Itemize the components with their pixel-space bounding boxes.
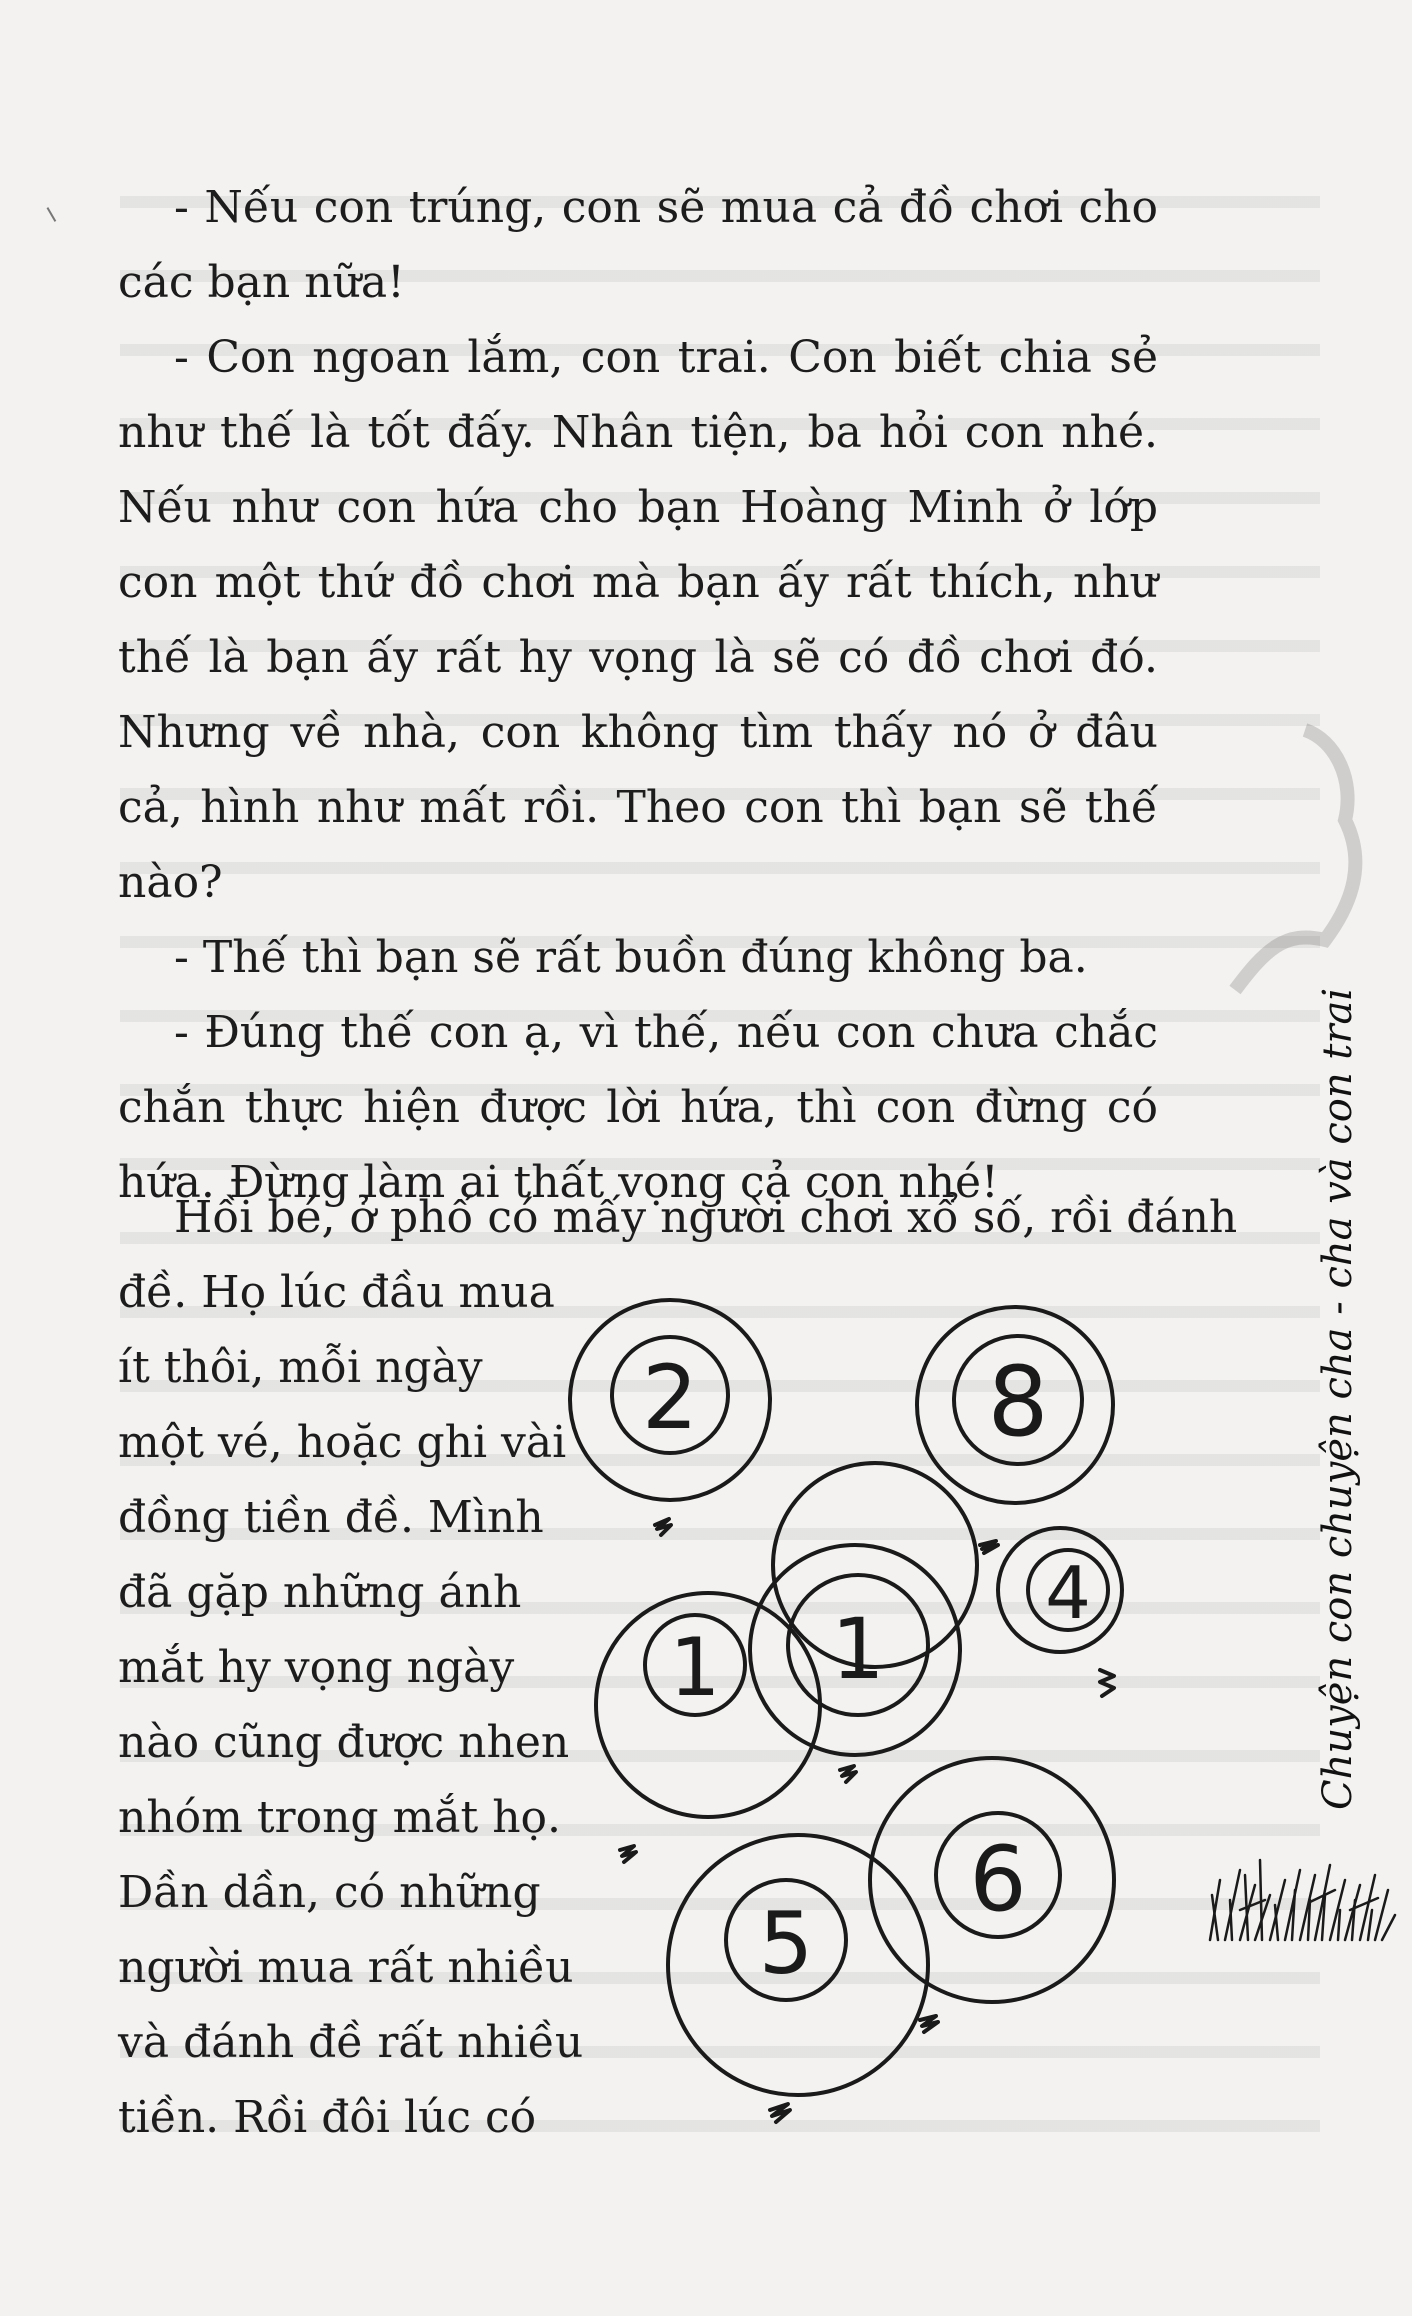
ball-number: 6 xyxy=(969,1827,1027,1932)
paragraph-5-first-line: Hồi bé, ở phố có mấy người chơi xổ số, rồi đánh xyxy=(174,1192,1238,1243)
margin-mark xyxy=(47,204,62,222)
text-line: người mua rất nhiều xyxy=(118,1942,574,1993)
lottery-ball-8 xyxy=(917,1307,1113,1503)
text-line: nào cũng được nhen xyxy=(118,1717,570,1768)
text-line: nhóm trong mắt họ. xyxy=(118,1792,562,1843)
text-line: đồng tiền đề. Mình xyxy=(118,1492,544,1543)
text-line: đề. Họ lúc đầu mua xyxy=(118,1267,555,1318)
text-line: một vé, hoặc ghi vài xyxy=(118,1417,567,1468)
lottery-ball-1-center xyxy=(750,1545,960,1782)
text-line: tiền. Rồi đôi lúc có xyxy=(118,2092,537,2143)
lottery-ball-5 xyxy=(668,1835,928,2122)
figure-bleed-through xyxy=(1205,700,1405,1020)
lottery-ball-4 xyxy=(998,1528,1122,1696)
ball-number: 4 xyxy=(1045,1551,1091,1635)
lottery-ball-2 xyxy=(570,1300,770,1535)
lottery-balls-illustration xyxy=(560,1290,1180,2150)
text-line: Dần dần, có những xyxy=(118,1867,541,1918)
running-head xyxy=(1255,987,1361,1810)
grass-sketch-icon xyxy=(1200,1840,1400,1950)
text-line: đã gặp những ánh xyxy=(118,1567,522,1618)
paragraph-5-wrapped xyxy=(118,1255,584,2155)
ball-number: 8 xyxy=(987,1346,1049,1458)
ball-number: 5 xyxy=(758,1894,814,1994)
ball-number: 1 xyxy=(831,1600,885,1698)
paragraph-1: - Nếu con trúng, con sẽ mua cả đồ chơi cho các bạn nữa! xyxy=(118,182,1158,308)
running-head-text: Chuyện con chuyện cha - cha và con trai xyxy=(1315,987,1361,1810)
body-text xyxy=(118,170,1158,1220)
paragraph-3: - Thế thì bạn sẽ rất buồn đúng không ba. xyxy=(174,932,1088,983)
text-line: mắt hy vọng ngày xyxy=(118,1642,515,1693)
text-line: và đánh đề rất nhiều xyxy=(118,2017,584,2068)
ball-number: 2 xyxy=(642,1346,698,1449)
paragraph-4: - Đúng thế con ạ, vì thế, nếu con chưa chắc chắn thực hiện được lời hứa, thì con đừng có hứa. Đừng làm ai thất vọng cả con nhé! xyxy=(118,1007,1158,1208)
text-line: ít thôi, mỗi ngày xyxy=(118,1342,483,1393)
ball-number: 1 xyxy=(669,1621,721,1714)
paragraph-2: - Con ngoan lắm, con trai. Con biết chia sẻ như thế là tốt đấy. Nhân tiện, ba hỏi con nhé. Nếu như con hứa cho bạn Hoàng Minh ở lớp con một thứ đồ chơi mà bạn ấy rất thích, như thế là bạn ấy rất hy vọng là sẽ có đồ chơi đó. Nhưng về nhà, con không tìm thấy nó ở đâu cả, hình như mất rồi. Theo con thì bạn sẽ thế nào? xyxy=(118,332,1158,908)
